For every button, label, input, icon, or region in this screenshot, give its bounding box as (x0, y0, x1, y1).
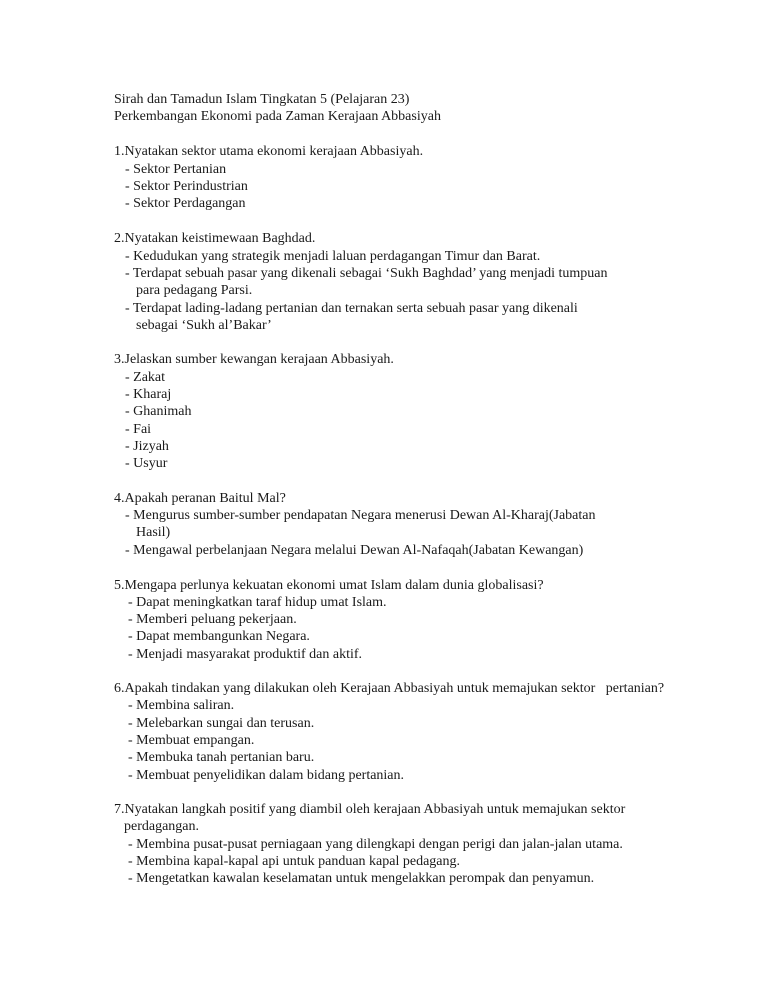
answer-3-3: - Ghanimah (125, 404, 192, 419)
answer-6-5: - Membuat penyelidikan dalam bidang pertanian. (128, 768, 405, 783)
question-2: 2.Nyatakan keistimewaan Baghdad. (114, 231, 316, 246)
question-1: 1.Nyatakan sektor utama ekonomi kerajaan Abbasiyah. (114, 144, 424, 159)
answer-2-2-cont: para pedagang Parsi. (136, 283, 253, 298)
question-5: 5.Mengapa perlunya kekuatan ekonomi umat Islam dalam dunia globalisasi? (114, 578, 544, 593)
answer-2-3-cont: sebagai ‘Sukh al’Bakar’ (136, 318, 272, 333)
answer-6-3: - Membuat empangan. (128, 733, 255, 748)
answer-3-6: - Usyur (125, 456, 168, 471)
answer-5-2: - Memberi peluang pekerjaan. (128, 612, 297, 627)
answer-2-3: - Terdapat lading-ladang pertanian dan ternakan serta sebuah pasar yang dikenali (125, 301, 578, 316)
answer-4-1-cont: Hasil) (136, 525, 171, 540)
answer-3-4: - Fai (125, 422, 152, 437)
answer-3-2: - Kharaj (125, 387, 172, 402)
answer-7-3: - Mengetatkan kawalan keselamatan untuk mengelakkan perompak dan penyamun. (128, 871, 595, 886)
answer-5-4: - Menjadi masyarakat produktif dan aktif. (128, 647, 363, 662)
question-4: 4.Apakah peranan Baitul Mal? (114, 491, 286, 506)
answer-4-1: - Mengurus sumber-sumber pendapatan Negara menerusi Dewan Al-Kharaj(Jabatan (125, 508, 596, 523)
question-6: 6.Apakah tindakan yang dilakukan oleh Kerajaan Abbasiyah untuk memajukan sektor pertanian? (114, 681, 665, 696)
answer-2-2: - Terdapat sebuah pasar yang dikenali sebagai ‘Sukh Baghdad’ yang menjadi tumpuan (125, 266, 608, 281)
question-7-cont: perdagangan. (124, 819, 200, 834)
answer-1-1: - Sektor Pertanian (125, 162, 227, 177)
answer-6-2: - Melebarkan sungai dan terusan. (128, 716, 315, 731)
answer-5-3: - Dapat membangunkan Negara. (128, 629, 310, 644)
answer-6-4: - Membuka tanah pertanian baru. (128, 750, 315, 765)
answer-4-2: - Mengawal perbelanjaan Negara melalui Dewan Al-Nafaqah(Jabatan Kewangan) (125, 543, 584, 558)
answer-3-5: - Jizyah (125, 439, 169, 454)
document-title: Sirah dan Tamadun Islam Tingkatan 5 (Pelajaran 23) (114, 92, 410, 107)
answer-3-1: - Zakat (125, 370, 166, 385)
question-3: 3.Jelaskan sumber kewangan kerajaan Abbasiyah. (114, 352, 394, 367)
answer-7-2: - Membina kapal-kapal api untuk panduan kapal pedagang. (128, 854, 460, 869)
document-subtitle: Perkembangan Ekonomi pada Zaman Kerajaan Abbasiyah (114, 109, 441, 124)
question-7: 7.Nyatakan langkah positif yang diambil oleh kerajaan Abbasiyah untuk memajukan sektor (114, 802, 626, 817)
answer-7-1: - Membina pusat-pusat perniagaan yang dilengkapi dengan perigi dan jalan-jalan utama. (128, 837, 623, 852)
answer-6-1: - Membina saliran. (128, 698, 235, 713)
answer-5-1: - Dapat meningkatkan taraf hidup umat Islam. (128, 595, 387, 610)
answer-1-3: - Sektor Perdagangan (125, 196, 246, 211)
answer-2-1: - Kedudukan yang strategik menjadi laluan perdagangan Timur dan Barat. (125, 249, 541, 264)
answer-1-2: - Sektor Perindustrian (125, 179, 248, 194)
